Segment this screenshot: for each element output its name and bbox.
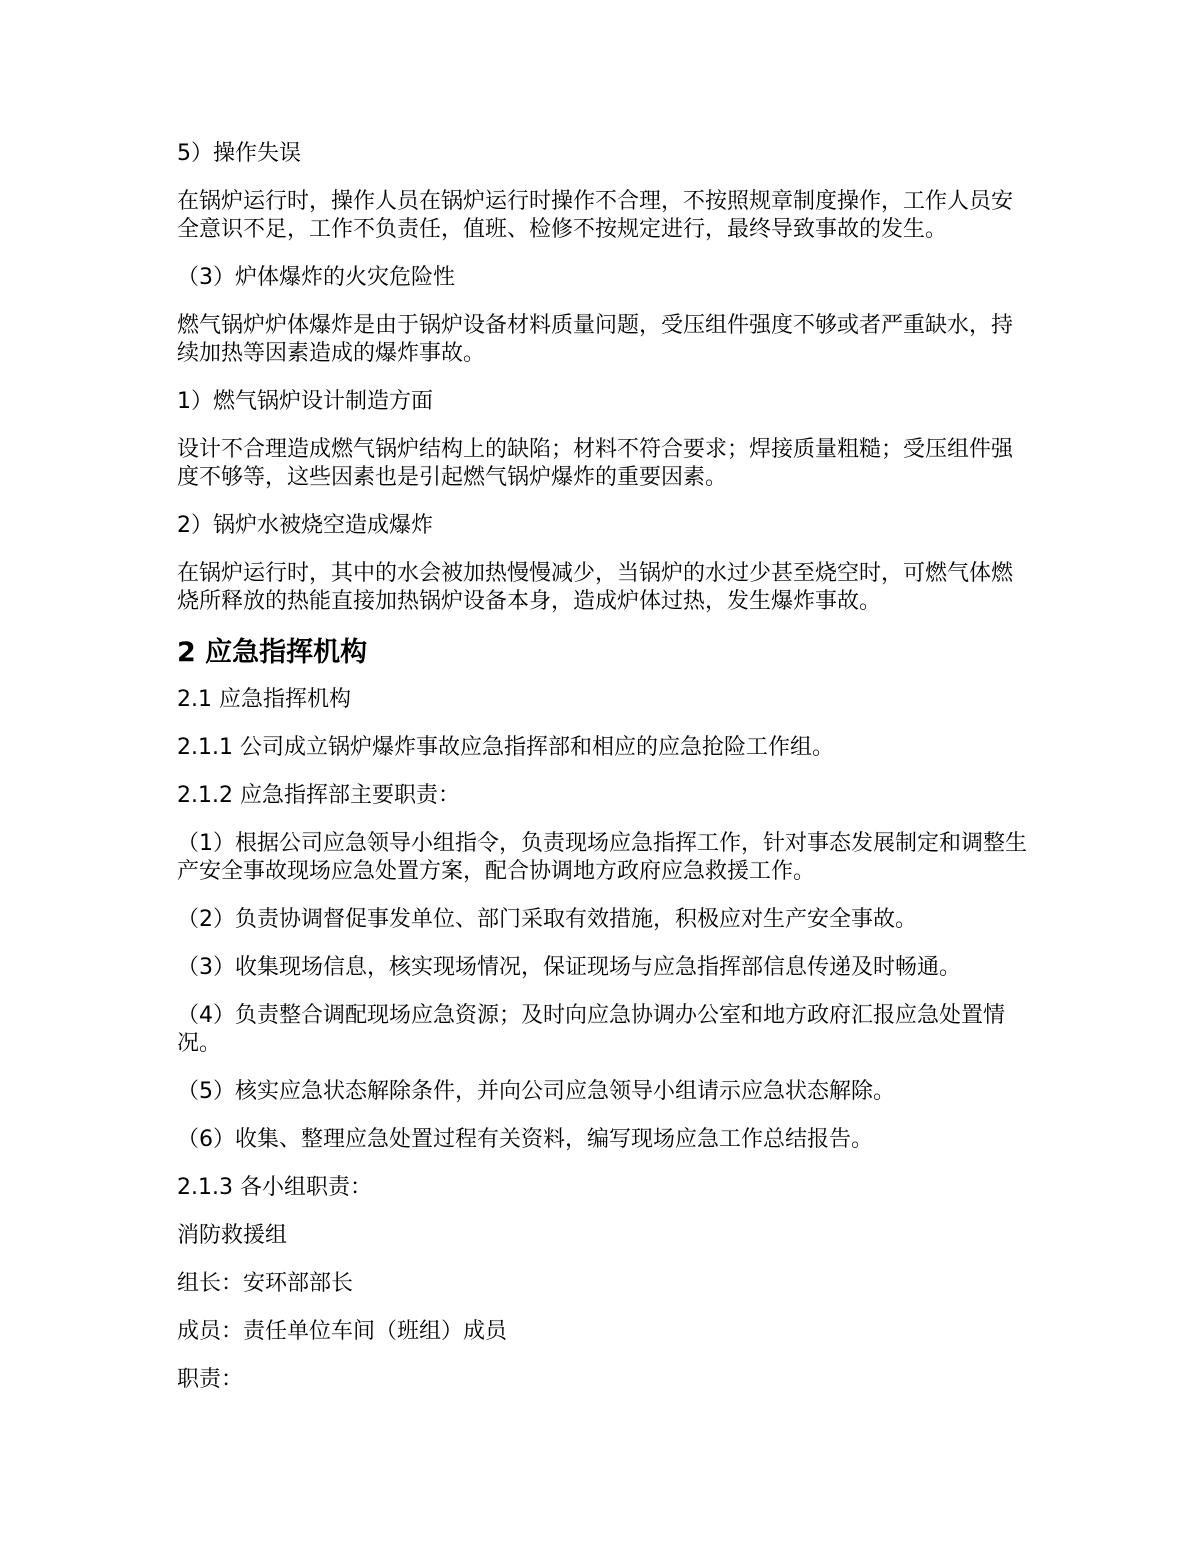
section-heading: （3）炉体爆炸的火灾危险性 <box>177 265 455 290</box>
list-item: （3）收集现场信息，核实现场情况，保证现场与应急指挥部信息传递及时畅通。 <box>177 955 961 980</box>
paragraph: 在锅炉运行时，操作人员在锅炉运行时操作不合理，不按照规章制度操作，工作人员安全意识不足，工作不负责任，值班、检修不按规定进行，最终导致事故的发生。 <box>177 189 1014 242</box>
item-heading: 5）操作失误 <box>177 141 301 166</box>
subsection-heading: 2.1.3 各小组职责： <box>177 1175 372 1200</box>
paragraph: 燃气锅炉炉体爆炸是由于锅炉设备材料质量问题，受压组件强度不够或者严重缺水，持续加热等因素造成的爆炸事故。 <box>177 313 1014 366</box>
subsection-heading: 2.1 应急指挥机构 <box>177 687 351 712</box>
group-leader: 组长：安环部部长 <box>177 1271 354 1296</box>
list-item: （5）核实应急状态解除条件，并向公司应急领导小组请示应急状态解除。 <box>177 1079 895 1104</box>
paragraph: 设计不合理造成燃气锅炉结构上的缺陷；材料不符合要求；焊接质量粗糙；受压组件强度不够等，这些因素也是引起燃气锅炉爆炸的重要因素。 <box>177 437 1014 490</box>
group-duties-label: 职责： <box>177 1367 244 1392</box>
list-item: （2）负责协调督促事发单位、部门采取有效措施，积极应对生产安全事故。 <box>177 907 917 932</box>
paragraph: 在锅炉运行时，其中的水会被加热慢慢减少，当锅炉的水过少甚至烧空时，可燃气体燃烧所释放的热能直接加热锅炉设备本身，造成炉体过热，发生爆炸事故。 <box>177 561 1014 614</box>
item-heading: 2）锅炉水被烧空造成爆炸 <box>177 513 433 538</box>
chapter-heading: 2 应急指挥机构 <box>177 637 368 668</box>
group-members: 成员：责任单位车间（班组）成员 <box>177 1319 508 1344</box>
list-item: （6）收集、整理应急处置过程有关资料，编写现场应急工作总结报告。 <box>177 1127 873 1152</box>
item-heading: 1）燃气锅炉设计制造方面 <box>177 389 433 414</box>
list-item: （1）根据公司应急领导小组指令，负责现场应急指挥工作，针对事态发展制定和调整生产安全事故现场应急处置方案，配合协调地方政府应急救援工作。 <box>177 831 1027 884</box>
document-body <box>177 140 1027 1394</box>
list-item: （4）负责整合调配现场应急资源；及时向应急协调办公室和地方政府汇报应急处置情况。 <box>177 1003 1005 1056</box>
subsection-heading: 2.1.2 应急指挥部主要职责： <box>177 783 460 808</box>
paragraph: 2.1.1 公司成立锅炉爆炸事故应急指挥部和相应的应急抢险工作组。 <box>177 735 834 760</box>
group-title: 消防救援组 <box>177 1223 288 1248</box>
